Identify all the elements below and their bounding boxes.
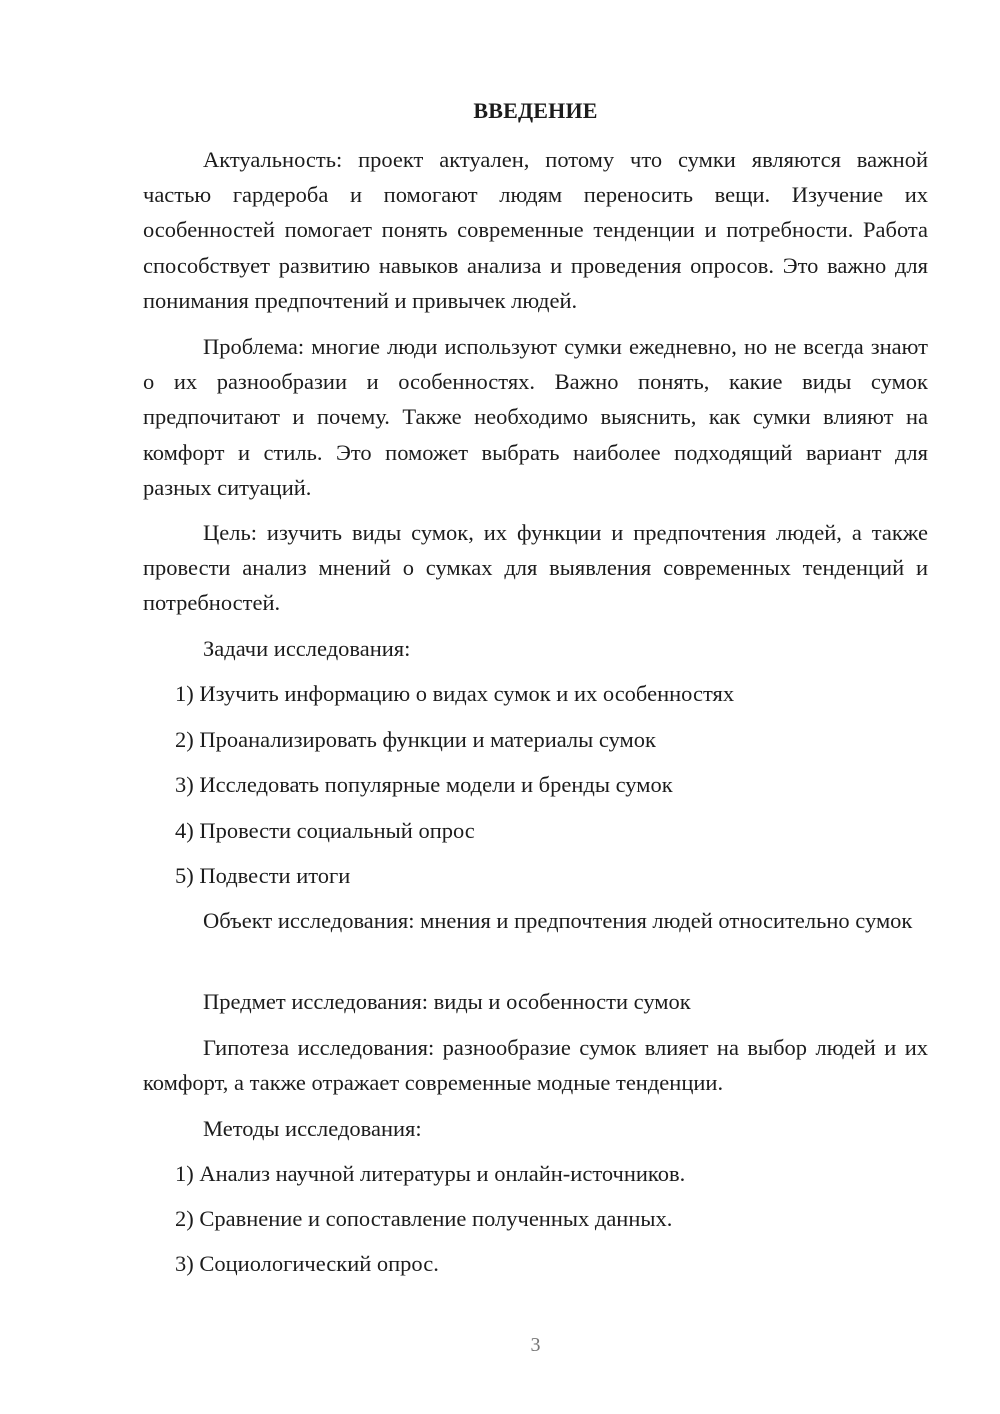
method-item: 1) Анализ научной литературы и онлайн-источников.: [175, 1161, 686, 1186]
tasks-heading: Задачи исследования:: [203, 636, 411, 661]
hypothesis-paragraph: Гипотеза исследования: разнообразие сумок влияет на выбор людей и их комфорт, а также отражает современные модные тенденции.: [143, 1035, 928, 1096]
object-paragraph: Объект исследования: мнения и предпочтения людей относительно сумок: [203, 908, 913, 933]
task-item: 4) Провести социальный опрос: [175, 818, 475, 843]
method-item: 3) Социологический опрос.: [175, 1251, 439, 1276]
problem-paragraph: Проблема: многие люди используют сумки ежедневно, но не всегда знают о их разнообразии и особенностях. Важно понять, какие виды сумок предпочитают и почему. Также необходимо выяснить, как сумки влияют на комфорт и стиль. Это поможет выбрать наиболее подходящий вариант для разных ситуаций.: [143, 334, 928, 500]
subject-paragraph: Предмет исследования: виды и особенности сумок: [203, 989, 691, 1014]
task-item: 5) Подвести итоги: [175, 863, 351, 888]
page-number: 3: [530, 1334, 541, 1356]
page-title: ВВЕДЕНИЕ: [473, 98, 598, 123]
task-item: 3) Исследовать популярные модели и бренды сумок: [175, 772, 673, 797]
methods-heading: Методы исследования:: [203, 1116, 422, 1141]
relevance-paragraph: Актуальность: проект актуален, потому что сумки являются важной частью гардероба и помогают людям переносить вещи. Изучение их особенностей помогает понять современные тенденции и потребности. Работа способствует развитию навыков анализа и проведения опросов. Это важно для понимания предпочтений и привычек людей.: [143, 147, 928, 313]
task-item: 2) Проанализировать функции и материалы сумок: [175, 727, 656, 752]
task-item: 1) Изучить информацию о видах сумок и их особенностях: [175, 681, 735, 706]
document-page: [143, 0, 928, 1414]
goal-paragraph: Цель: изучить виды сумок, их функции и предпочтения людей, а также провести анализ мнений о сумках для выявления современных тенденций и потребностей.: [143, 520, 928, 616]
method-item: 2) Сравнение и сопоставление полученных данных.: [175, 1206, 673, 1231]
